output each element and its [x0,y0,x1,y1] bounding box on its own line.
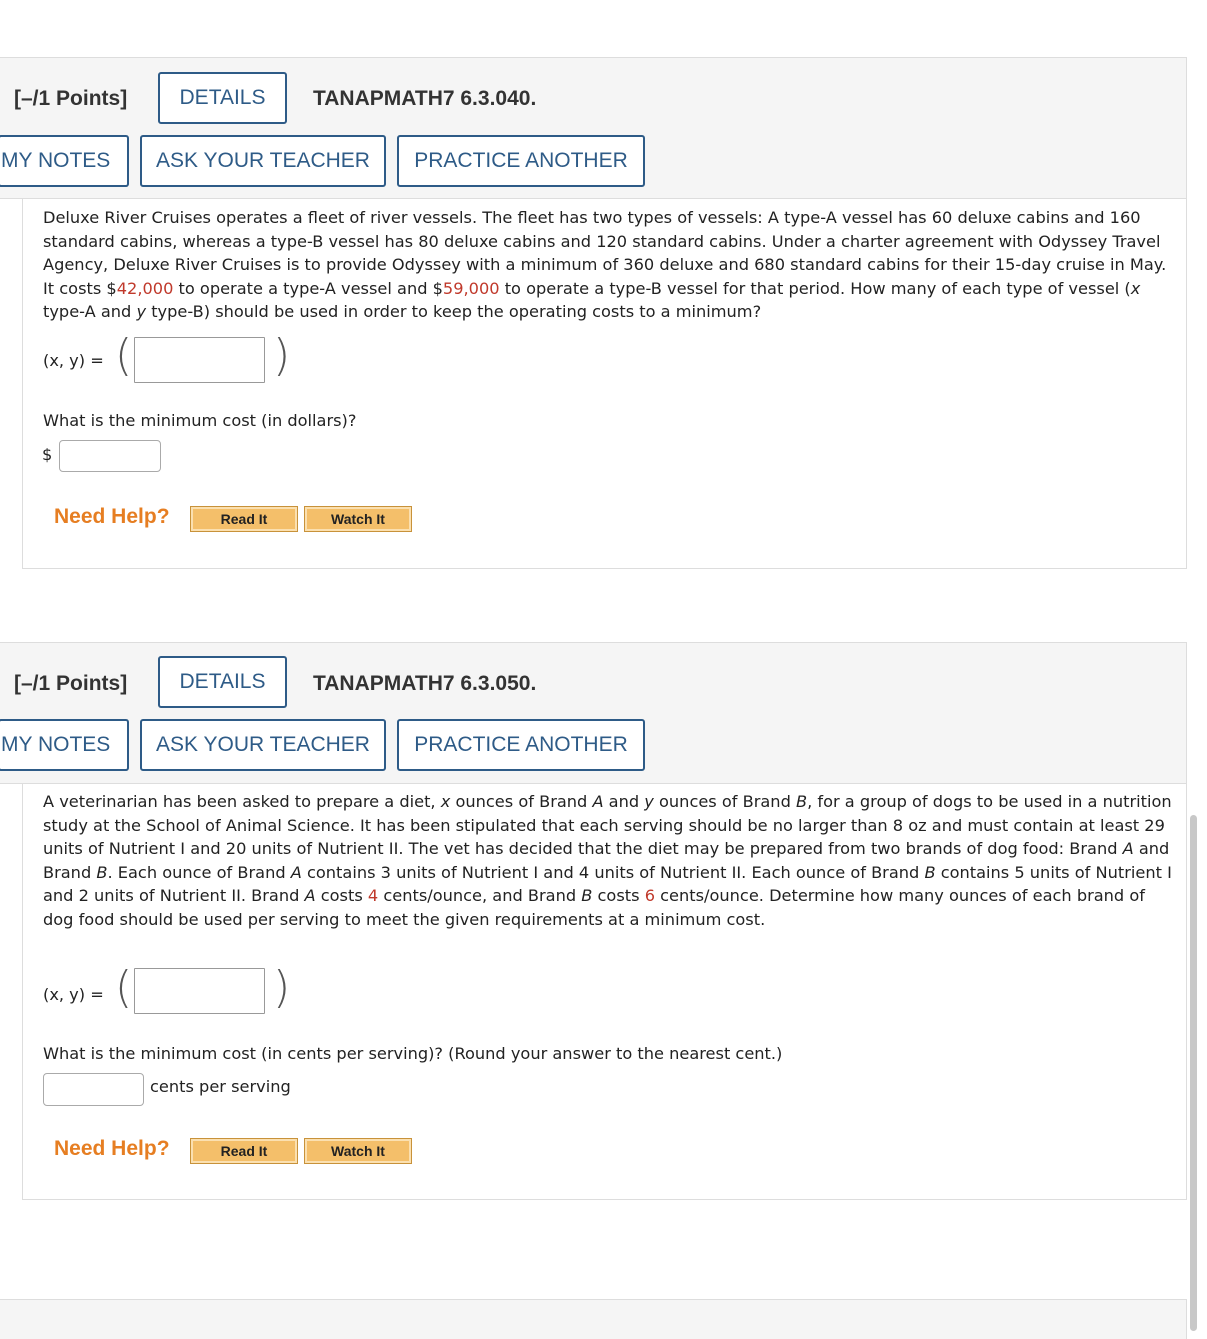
read-it-button[interactable]: Read It [190,1138,298,1164]
question-body [22,199,1187,569]
currency-symbol: $ [42,445,53,464]
details-button[interactable]: DETAILS [158,72,287,124]
practice-another-button[interactable]: PRACTICE ANOTHER [397,135,645,187]
need-help-label: Need Help? [54,505,170,528]
read-it-button[interactable]: Read It [190,506,298,532]
cost-answer-input[interactable] [43,1073,144,1106]
ask-teacher-button[interactable]: ASK YOUR TEACHER [140,135,386,187]
page-scrollbar[interactable] [1190,815,1197,1331]
watch-it-button[interactable]: Watch It [304,506,412,532]
question-body [22,784,1187,1200]
next-question-card [0,1299,1187,1339]
question-header [0,57,1187,199]
xy-answer-input[interactable] [134,337,265,383]
cost-value-b: 59,000 [442,278,500,298]
right-paren: ) [273,330,291,381]
question-header [0,642,1187,784]
xy-label: (x, y) = [43,351,104,370]
need-help-label: Need Help? [54,1137,170,1160]
left-paren: ( [115,962,133,1013]
watch-it-button[interactable]: Watch It [304,1138,412,1164]
question-id: TANAPMATH7 6.3.040. [313,87,537,110]
practice-another-button[interactable]: PRACTICE ANOTHER [397,719,645,771]
price-brand-a: 4 [367,886,379,906]
cost-unit-label: cents per serving [150,1077,291,1096]
question-prompt: Deluxe River Cruises operates a fleet of river vessels. The fleet has two types of vessels: A type-A vessel has 60 deluxe cabins and 160 standard cabins, whereas a type-B vessel has 80 deluxe cabins and 120 standard cabins. Under a charter agreement with Odyssey Travel Agency, Deluxe River Cruises is to provide Odyssey with a minimum of 360 deluxe and 680 standard cabins for their 15-day cruise in May. It costs $42,000 to operate a type-A vessel and $59,000 to operate a type-B vessel for that period. How many of each type of vessel (x type-A and y type-B) should be used in order to keep the operating costs to a minimum? [43,208,1167,322]
ask-teacher-button[interactable]: ASK YOUR TEACHER [140,719,386,771]
my-notes-button[interactable]: MY NOTES [0,719,129,771]
xy-label: (x, y) = [43,985,104,1004]
question-prompt: A veterinarian has been asked to prepare a diet, x ounces of Brand A and y ounces of Brand B, for a group of dogs to be used in a nutrition study at the School of Animal Science. It has been stipulated that each serving should be no larger than 8 oz and must contain at least 29 units of Nutrient I and 20 units of Nutrient II. The vet has decided that the diet may be prepared from two brands of dog food: Brand A and Brand B. Each ounce of Brand A contains 3 units of Nutrient I and 4 units of Nutrient II. Each ounce of Brand B contains 5 units of Nutrient I and 2 units of Nutrient II. Brand A costs 4 cents/ounce, and Brand B costs 6 cents/ounce. Determine how many ounces of each brand of dog food should be used per serving to meet the given requirements at a minimum cost. [43,792,1172,929]
question-card-2 [0,642,1187,1200]
cost-question: What is the minimum cost (in dollars)? [43,411,357,430]
my-notes-button[interactable]: MY NOTES [0,135,129,187]
points-label: [–/1 Points] [14,672,128,695]
right-paren: ) [273,962,291,1013]
price-brand-b: 6 [644,886,655,906]
cost-value-a: 42,000 [116,278,174,298]
points-label: [–/1 Points] [14,87,128,110]
cost-question: What is the minimum cost (in cents per serving)? (Round your answer to the nearest cent.) [43,1044,783,1063]
question-card-1 [0,57,1187,569]
details-button[interactable]: DETAILS [158,656,287,708]
left-paren: ( [115,330,133,381]
question-id: TANAPMATH7 6.3.050. [313,672,537,695]
xy-answer-input[interactable] [134,968,265,1014]
cost-answer-input[interactable] [59,440,161,472]
